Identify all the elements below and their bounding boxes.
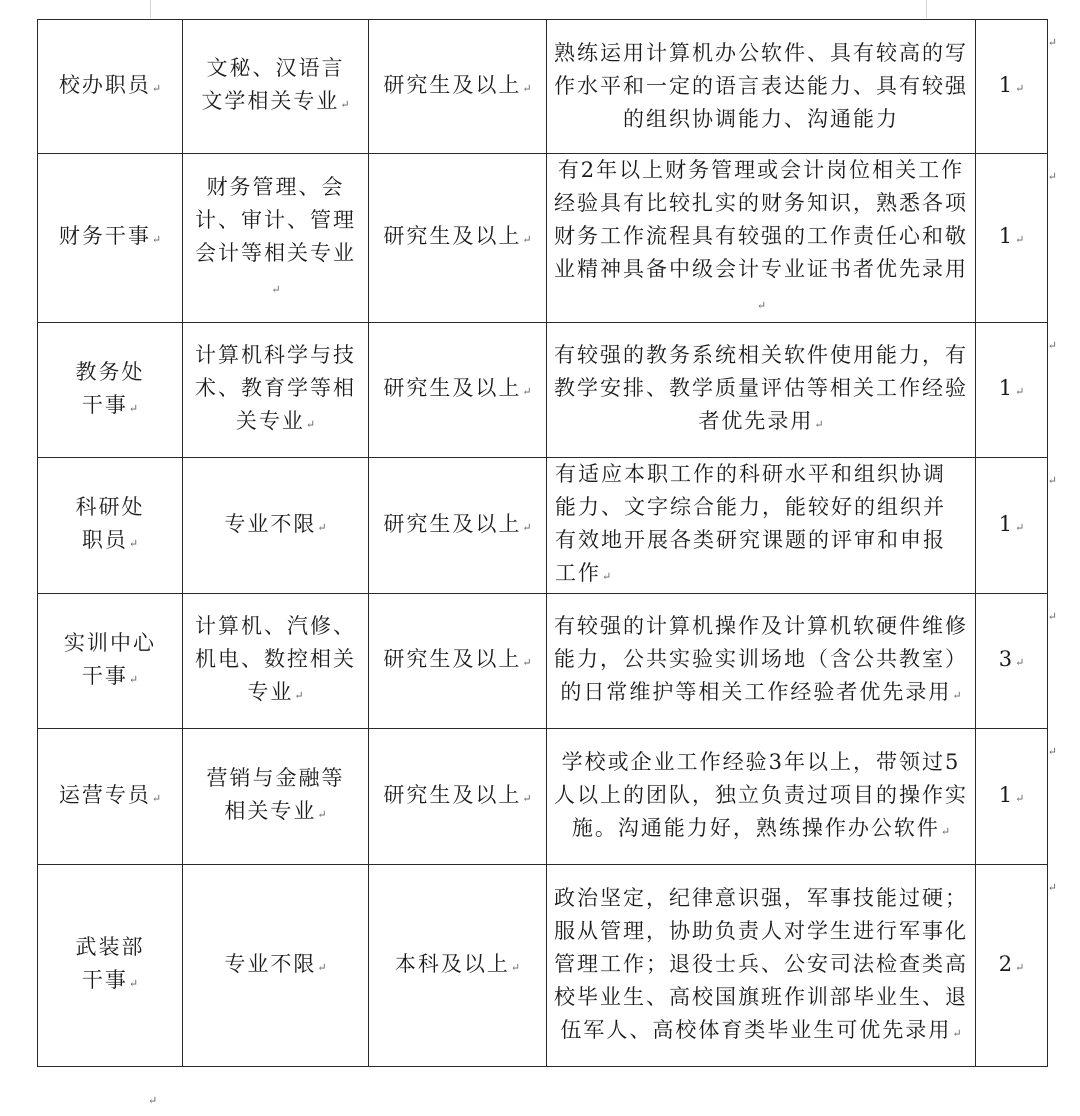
count-cell: 1↵ ↵ — [976, 323, 1048, 458]
table-row — [38, 20, 1048, 154]
major-cell: 专业不限↵ — [183, 865, 369, 1067]
position-cell: 科研处职员↵ — [38, 458, 183, 594]
table-row — [38, 458, 1048, 594]
count-cell: 1↵ ↵ — [976, 458, 1048, 594]
major-cell: 计算机、汽修、机电、数控相关专业↵ — [183, 594, 369, 729]
education-cell: 研究生及以上↵ — [369, 323, 547, 458]
major-cell: 文秘、汉语言文学相关专业↵ — [183, 20, 369, 154]
job-positions-table — [37, 19, 1059, 1067]
requirements-cell: 有较强的教务系统相关软件使用能力，有教学安排、教学质量评估等相关工作经验者优先录用↵ — [547, 323, 976, 458]
table-row — [38, 154, 1048, 323]
education-cell: 研究生及以上↵ — [369, 729, 547, 865]
education-cell: 研究生及以上↵ — [369, 154, 547, 323]
requirements-cell: 有较强的计算机操作及计算机软硬件维修能力，公共实验实训场地（含公共教室）的日常维护等相关工作经验者优先录用↵ — [547, 594, 976, 729]
education-cell: 研究生及以上↵ — [369, 20, 547, 154]
major-cell: 计算机科学与技术、教育学等相关专业↵ — [183, 323, 369, 458]
count-cell: 1↵ ↵ — [976, 20, 1048, 154]
table-row — [38, 323, 1048, 458]
education-cell: 研究生及以上↵ — [369, 594, 547, 729]
major-cell: 财务管理、会计、审计、管理会计等相关专业↵ — [183, 154, 369, 323]
position-cell: 教务处干事↵ — [38, 323, 183, 458]
requirements-cell: 政治坚定，纪律意识强，军事技能过硬；服从管理，协助负责人对学生进行军事化管理工作；退役士兵、公安司法检查类高校毕业生、高校国旗班作训部毕业生、退伍军人、高校体育类毕业生可优先录用↵ — [547, 865, 976, 1067]
page-guide-right — [926, 0, 927, 18]
requirements-cell: 有适应本职工作的科研水平和组织协调能力、文字综合能力，能较好的组织并有效地开展各类研究课题的评审和申报工作↵ — [547, 458, 976, 594]
position-cell: 财务干事↵ — [38, 154, 183, 323]
position-cell: 校办职员↵ — [38, 20, 183, 154]
count-cell: 2↵ ↵ — [976, 865, 1048, 1067]
table-row — [38, 594, 1048, 729]
requirements-cell: 熟练运用计算机办公软件、具有较高的写作水平和一定的语言表达能力、具有较强的组织协调能力、沟通能力 — [547, 20, 976, 154]
count-cell: 1↵ ↵ — [976, 154, 1048, 323]
position-cell: 武装部干事↵ — [38, 865, 183, 1067]
page-guide-left — [150, 0, 151, 18]
position-cell: 实训中心干事↵ — [38, 594, 183, 729]
table-row — [38, 865, 1048, 1067]
position-cell: 运营专员↵ — [38, 729, 183, 865]
education-cell: 研究生及以上↵ — [369, 458, 547, 594]
major-cell: 营销与金融等相关专业↵ — [183, 729, 369, 865]
count-cell: 1↵ ↵ — [976, 729, 1048, 865]
paragraph-mark: ↵ — [148, 1094, 158, 1107]
major-cell: 专业不限↵ — [183, 458, 369, 594]
education-cell: 本科及以上↵ — [369, 865, 547, 1067]
requirements-cell: 学校或企业工作经验3年以上，带领过5人以上的团队，独立负责过项目的操作实施。沟通能力好，熟练操作办公软件↵ — [547, 729, 976, 865]
count-cell: 3↵ ↵ — [976, 594, 1048, 729]
requirements-cell: 有2年以上财务管理或会计岗位相关工作经验具有比较扎实的财务知识，熟悉各项财务工作流程具有较强的工作责任心和敬业精神具备中级会计专业证书者优先录用↵ — [547, 154, 976, 323]
table-row — [38, 729, 1048, 865]
